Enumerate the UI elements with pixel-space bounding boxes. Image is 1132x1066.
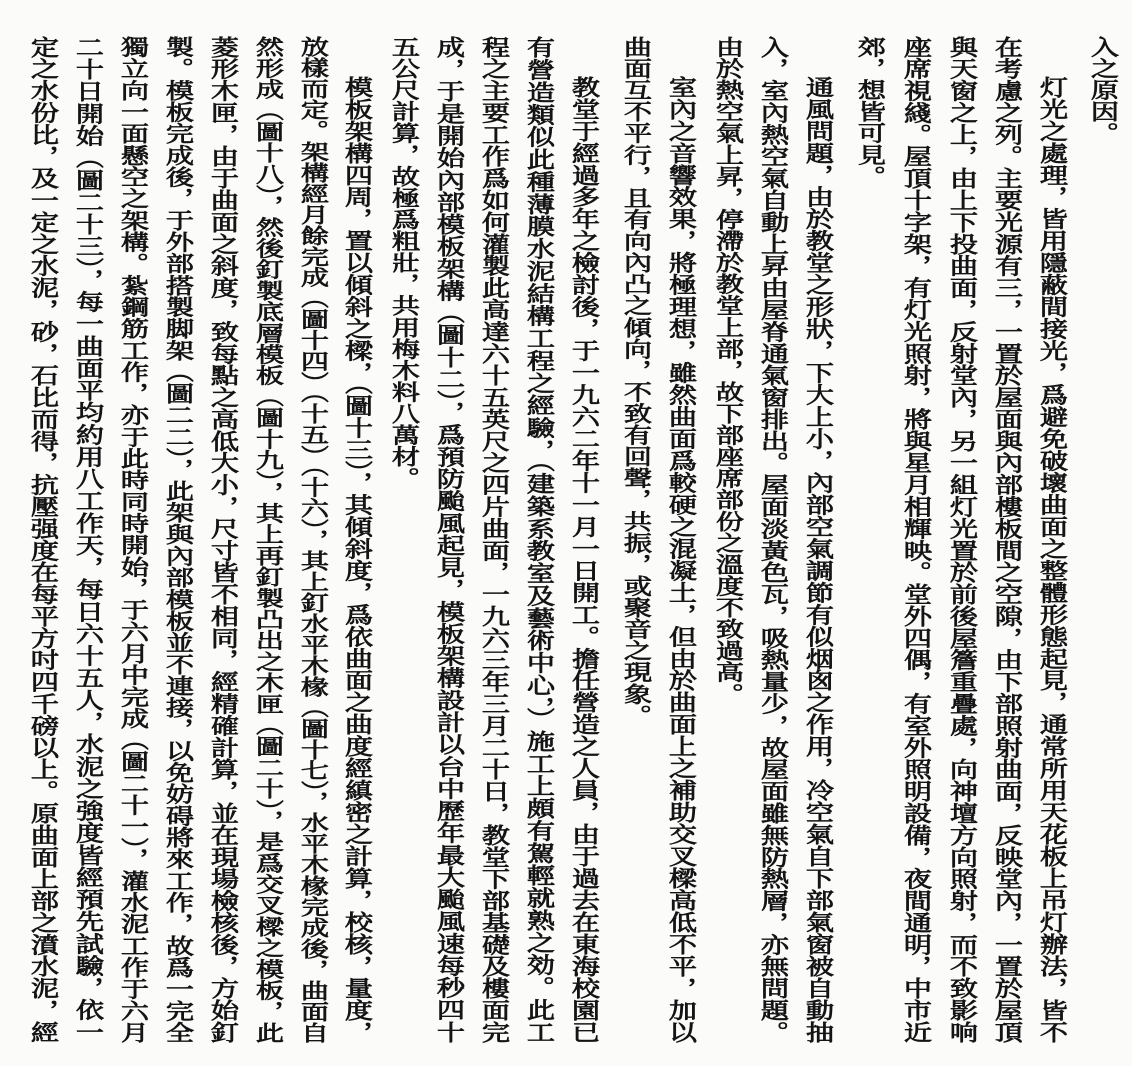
text-column: 程之主要工作爲如何灌製此高達六十五英尺之四片曲面，一九六三年三月二十日，教堂下部基礎及樓面完 [477, 36, 511, 1044]
text-column: 獨立向一面懸空之架構。紮鋼筋工作，亦于此時同時開始，于六月中完成（圖二十一），灌水泥工作于六月 [116, 36, 150, 1044]
text-column: 通風問題，由於教堂之形狀，下大上小，內部空氣調節有似烟囪之作用，冷空氣自下部氣窗被自動抽 [801, 76, 835, 1044]
text-column: 郊，想皆可見。 [853, 36, 887, 187]
text-column: 由於熱空氣上昇，停滯於教堂上部，故下部座席部份之溫度不致過高。 [711, 36, 745, 705]
text-column: 模板架構四周，置以傾斜之樑，（圖十三），其傾斜度，爲依曲面之曲度經縝密之計算，校核，量度， [340, 76, 374, 1044]
text-column: 製。模板完成後，于外部搭製脚架（圖二二），此架與內部模板並不連接，以免妨碍將來工作，故爲一完全 [161, 36, 195, 1044]
text-column: 灯光之處理，皆用隱蔽間接光，爲避免破壞曲面之整體形態起見，通常所用天花板上吊灯辦法，皆不 [1035, 76, 1069, 1044]
text-column: 入之原因。 [1086, 36, 1120, 144]
text-column: 二十日開始（圖二十三），每一曲面平均約用八工作天，每日六十五人，水泥之強度皆經預先試驗，依一 [71, 36, 105, 1044]
text-column: 教堂于經過多年之檢討後，于一九六二年十一月一日開工。擔任營造之人員，由于過去在東海校園已 [567, 76, 601, 1044]
text-column: 曲面互不平行，且有向內凸之傾向，不致有回聲，共振，或聚音之現象。 [619, 36, 653, 726]
text-column: 在考慮之列。主要光源有三，一置於屋面與內部樓板間之空隙，由下部照射曲面，反映堂內，一置於屋頂 [990, 36, 1024, 1044]
text-column: 有營造類似此種薄膜水泥結構工程之經驗，（建築系教室及藝術中心，）施工上頗有駕輕就熟之効。此工 [522, 36, 556, 1044]
text-column: 菱形木匣，由于曲面之斜度，致每點之高低大小，尺寸皆不相同，經精確計算，並在現場檢核後，方始釘 [206, 36, 240, 1044]
text-column: 放樣而定。架構經月餘完成（圖十四）（十五）（十六），其上釘水平木椽（圖十七），水平木椽完成後，曲面自 [296, 36, 330, 1044]
text-column: 成，于是開始內部模板架構（圖十二），爲預防颱風起見，模板架構設計以台中歷年最大颱風速每秒四十 [432, 36, 466, 1044]
text-column: 座席視綫。屋頂十字架，有灯光照射，將與星月相輝映。堂外四偶，有室外照明設備，夜間通明，中市近 [899, 36, 933, 1044]
text-column: 入，室內熱空氣自動上昇由屋脊通氣窗排出。屋面淡黃色瓦，吸熱量少，故屋面雖無防熱層，亦無問題。 [756, 36, 790, 1044]
text-column: 定之水份比，及一定之水泥，砂，石比而得，抗壓强度在每平方吋四千磅以上。原曲面上部之濆水泥，經 [26, 36, 60, 1044]
text-column: 五公尺計算，故極爲粗壯，共用梅木料八萬材。 [387, 36, 421, 489]
text-column: 與天窗之上，由上下投曲面，反射堂內，另一組灯光置於前後屋簷重疊處，向神壇方向照射，而不致影响 [945, 36, 979, 1044]
text-column: 室內之音響效果，將極理想，雖然曲面爲較硬之混凝土，但由於曲面上之補助交叉樑高低不平，加以 [664, 76, 698, 1044]
text-column: 然形成（圖十八），然後釘製底層模板（圖十九），其上再釘製凸出之木匣（圖二十），是爲交叉樑之模板，此 [251, 36, 285, 1043]
